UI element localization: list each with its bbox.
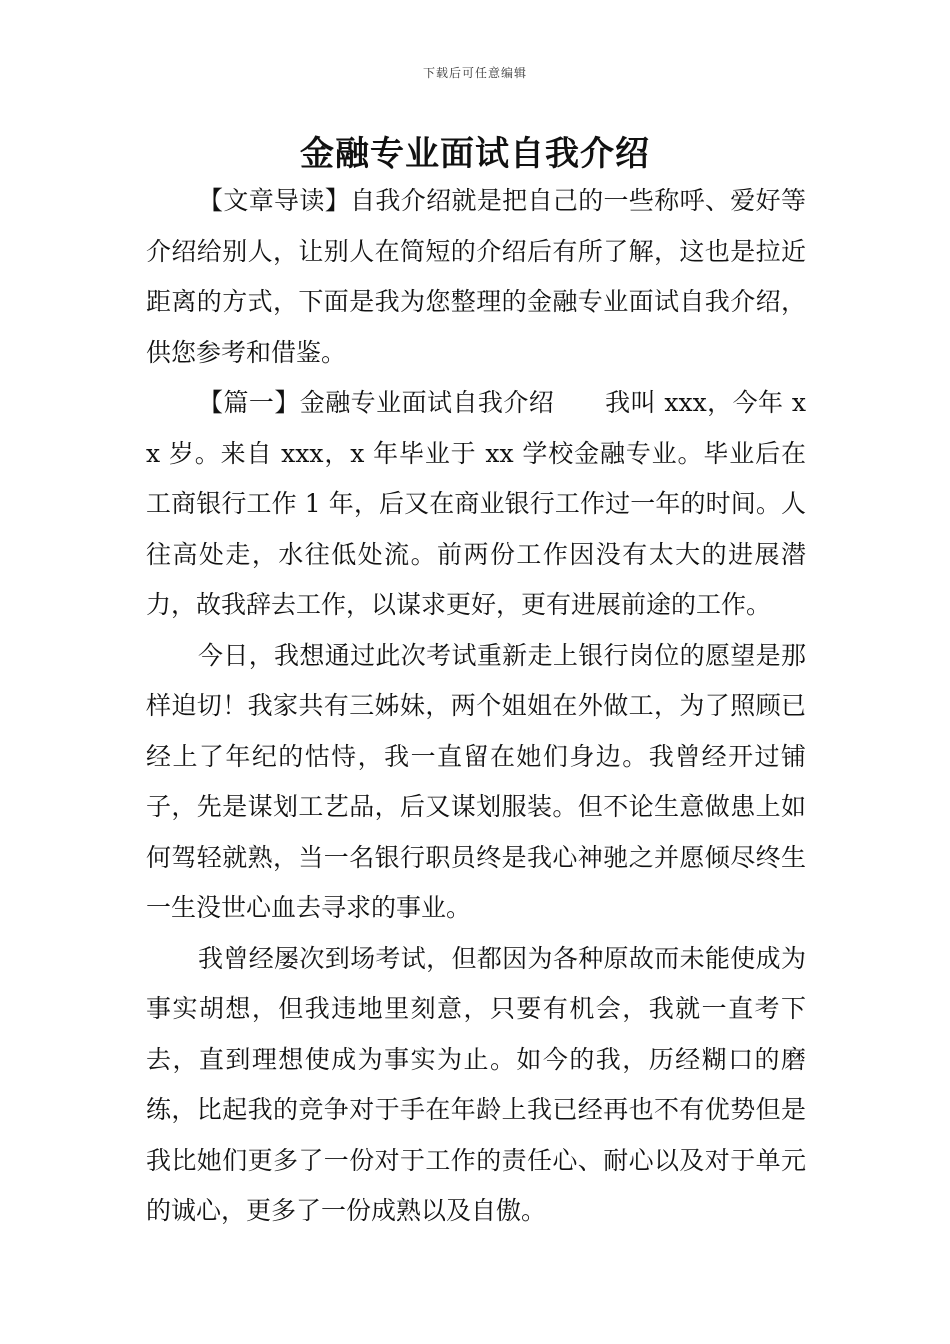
paragraph-motivation: 今日，我想通过此次考试重新走上银行岗位的愿望是那样迫切！我家共有三姊妹，两个姐姐在外做工，为了照顾已经上了年纪的怙恃，我一直留在她们身边。我曾经开过铺子，先是谋划工艺品，后又谋划服装。但不论生意做患上如何驾轻就熟，当一名银行职员终是我心神驰之并愿倾尽终生一生没世心血去寻求的事业。: [146, 640, 806, 922]
document-body: [146, 176, 806, 1237]
paragraph-part-one: 【篇一】金融专业面试自我介绍 我叫 xxx，今年 xx 岁。来自 xxx，x 年毕业于 xx 学校金融专业。毕业后在工商银行工作 1 年，后又在商业银行工作过一年的时间。人往高处走，水往低处流。前两份工作因没有太大的进展潜力，故我辞去工作，以谋求更好，更有进展前途的工作。: [146, 388, 806, 619]
paragraph-perseverance: 我曾经屡次到场考试，但都因为各种原故而未能使成为事实胡想，但我违地里刻意，只要有机会，我就一直考下去，直到理想使成为事实为止。如今的我，历经糊口的磨练，比起我的竞争对于手在年龄上我已经再也不有优势但是我比她们更多了一份对于工作的责任心、耐心以及对于单元的诚心，更多了一份成熟以及自傲。: [146, 943, 806, 1225]
paragraph-intro: 【文章导读】自我介绍就是把自己的一些称呼、爱好等介绍给别人，让别人在简短的介绍后有所了解，这也是拉近距离的方式，下面是我为您整理的金融专业面试自我介绍，供您参考和借鉴。: [146, 186, 806, 367]
document-title: 金融专业面试自我介绍: [300, 134, 650, 174]
header-note: 下载后可任意编辑: [422, 66, 527, 80]
